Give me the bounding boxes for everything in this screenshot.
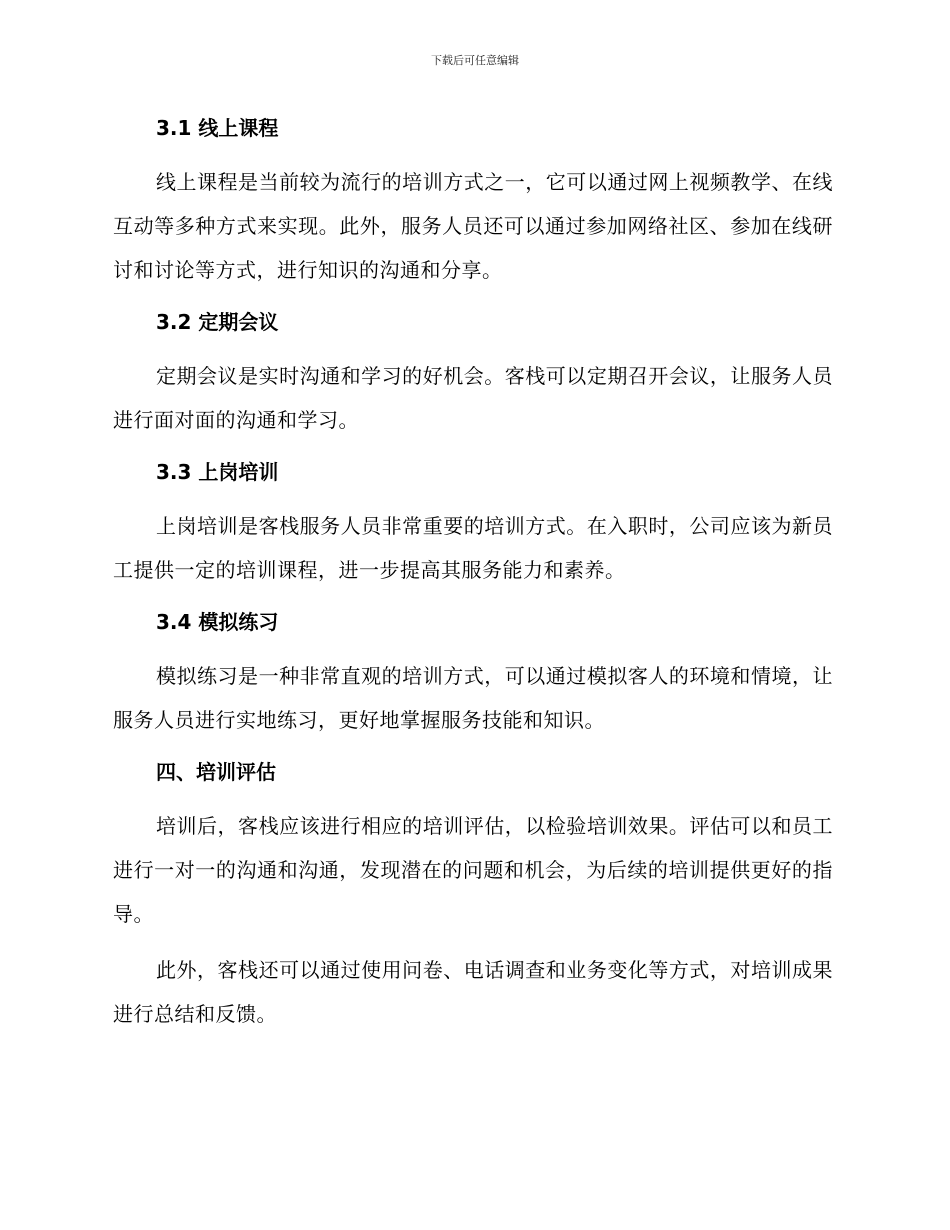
section-3-3	[113, 454, 833, 592]
document-body	[113, 110, 833, 1036]
section-heading: 3.1 线上课程	[156, 116, 279, 140]
section-3-4	[113, 604, 833, 742]
section-3-2	[113, 304, 833, 442]
section-heading: 3.3 上岗培训	[156, 460, 279, 484]
paragraph: 定期会议是实时沟通和学习的好机会。客栈可以定期召开会议，让服务人员进行面对面的沟通和学习。	[113, 364, 833, 432]
section-3-1	[113, 110, 833, 292]
paragraph: 模拟练习是一种非常直观的培训方式，可以通过模拟客人的环境和情境，让服务人员进行实地练习，更好地掌握服务技能和知识。	[113, 664, 833, 732]
section-heading: 四、培训评估	[156, 760, 276, 784]
paragraph: 此外，客栈还可以通过使用问卷、电话调查和业务变化等方式，对培训成果进行总结和反馈。	[113, 958, 833, 1026]
section-heading: 3.2 定期会议	[156, 310, 279, 334]
page-header: 下载后可任意编辑	[431, 54, 519, 67]
section-heading: 3.4 模拟练习	[156, 610, 279, 634]
paragraph: 线上课程是当前较为流行的培训方式之一，它可以通过网上视频教学、在线互动等多种方式来实现。此外，服务人员还可以通过参加网络社区、参加在线研讨和讨论等方式，进行知识的沟通和分享。	[113, 170, 833, 282]
paragraph: 上岗培训是客栈服务人员非常重要的培训方式。在入职时，公司应该为新员工提供一定的培训课程，进一步提高其服务能力和素养。	[113, 514, 833, 582]
section-4	[113, 754, 833, 1036]
paragraph: 培训后，客栈应该进行相应的培训评估，以检验培训效果。评估可以和员工进行一对一的沟通和沟通，发现潜在的问题和机会，为后续的培训提供更好的指导。	[113, 814, 833, 926]
